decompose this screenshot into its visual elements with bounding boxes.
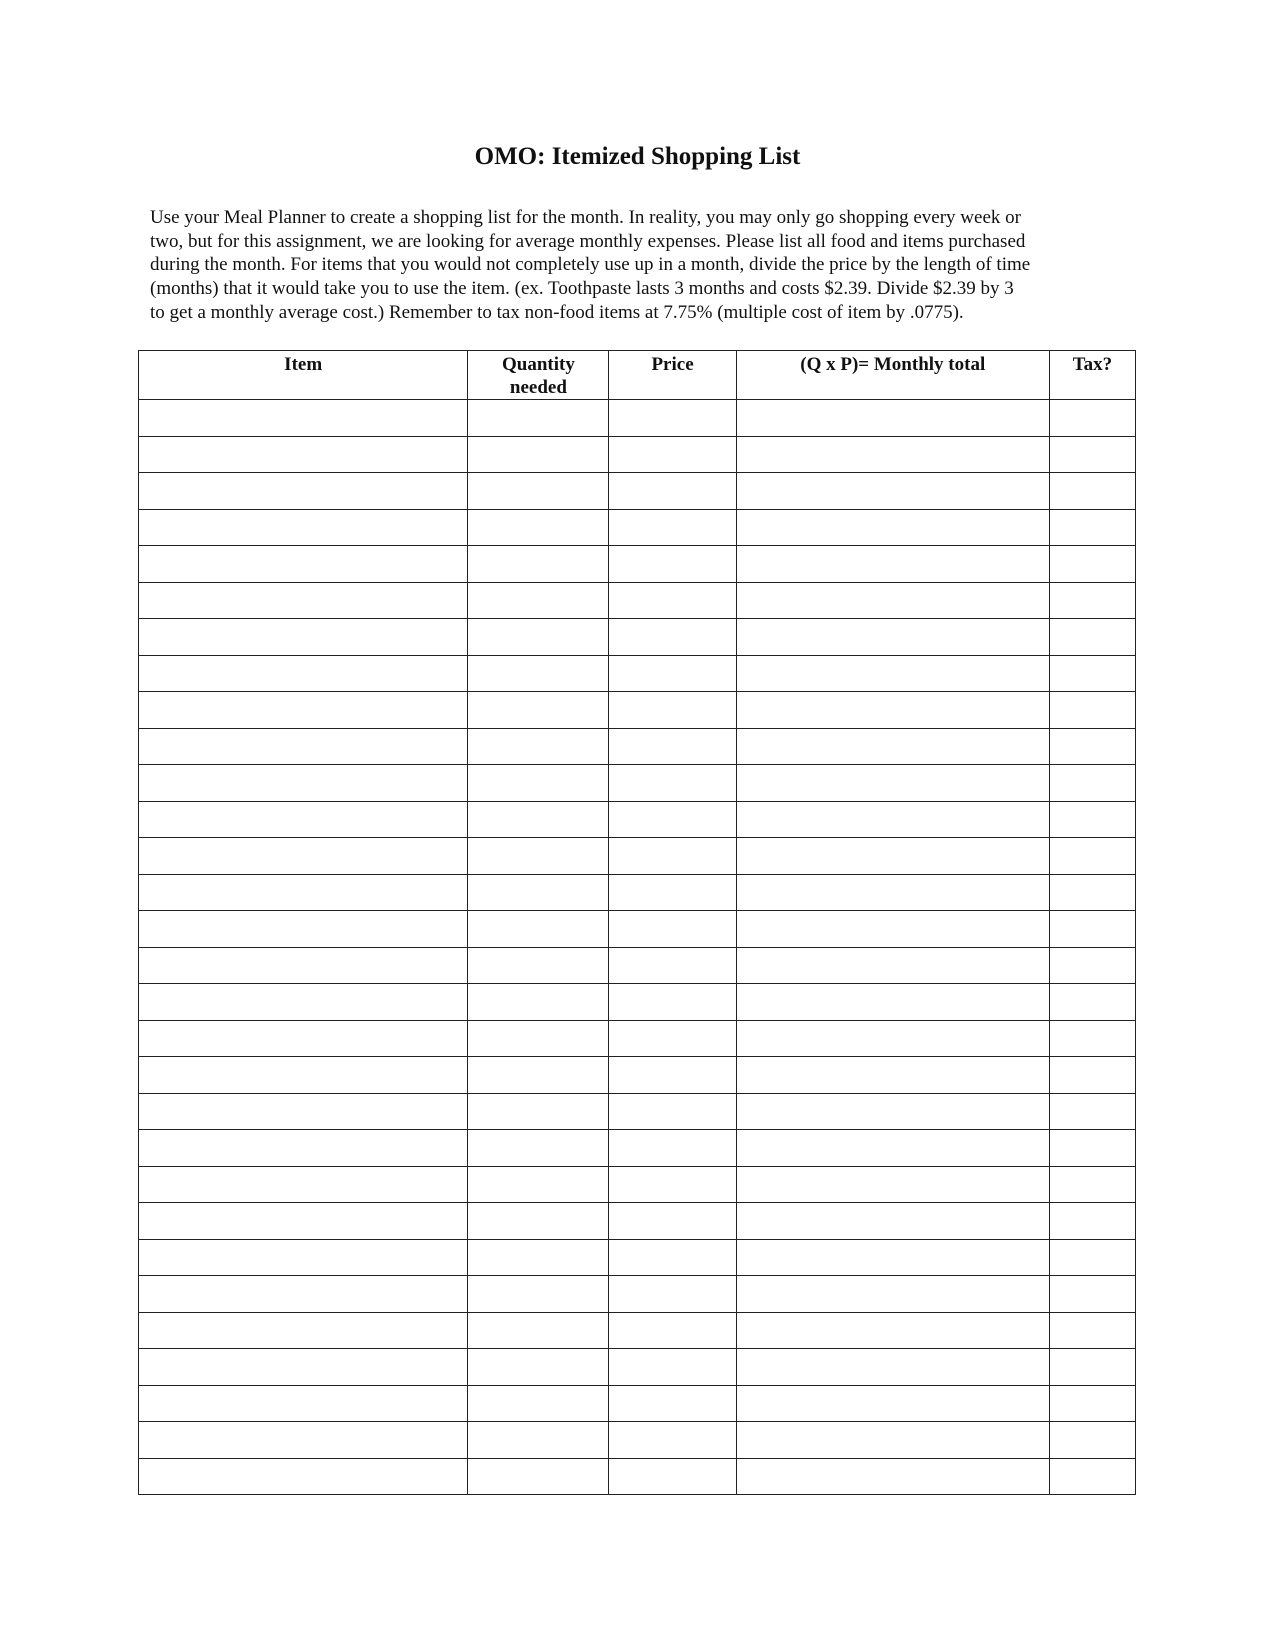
quantity-cell[interactable] (468, 1093, 609, 1130)
instructions-line: (months) that it would take you to use the item. (ex. Toothpaste lasts 3 months and costs $2.39. Divide $2.39 by 3 (150, 278, 1014, 300)
header-quantity-line: Quantity (501, 354, 575, 375)
item-cell[interactable] (139, 1166, 468, 1203)
quantity-cell[interactable] (468, 874, 609, 911)
instructions-line: during the month. For items that you would not completely use up in a month, divide the price by the length of time (150, 254, 1031, 276)
item-cell[interactable] (139, 1458, 468, 1495)
item-cell[interactable] (139, 473, 468, 510)
price-cell[interactable] (609, 1130, 736, 1167)
monthly-total-cell[interactable] (736, 1239, 1049, 1276)
monthly-total-cell[interactable] (736, 1130, 1049, 1167)
monthly-total-cell[interactable] (736, 911, 1049, 948)
monthly-total-cell[interactable] (736, 546, 1049, 583)
table-row (139, 1239, 1136, 1276)
price-cell[interactable] (609, 1458, 736, 1495)
tax-cell[interactable] (1049, 1093, 1135, 1130)
price-cell[interactable] (609, 582, 736, 619)
price-cell[interactable] (609, 1385, 736, 1422)
header-quantity-needed (468, 351, 609, 400)
item-cell[interactable] (139, 838, 468, 875)
item-cell[interactable] (139, 728, 468, 765)
price-cell[interactable] (609, 546, 736, 583)
price-cell[interactable] (609, 473, 736, 510)
quantity-cell[interactable] (468, 1385, 609, 1422)
quantity-cell[interactable] (468, 1020, 609, 1057)
monthly-total-cell[interactable] (736, 765, 1049, 802)
tax-cell[interactable] (1049, 1166, 1135, 1203)
item-cell[interactable] (139, 1385, 468, 1422)
item-cell[interactable] (139, 765, 468, 802)
table-row (139, 874, 1136, 911)
price-cell[interactable] (609, 838, 736, 875)
item-cell[interactable] (139, 546, 468, 583)
item-cell[interactable] (139, 1239, 468, 1276)
table-row (139, 947, 1136, 984)
quantity-cell[interactable] (468, 1458, 609, 1495)
monthly-total-cell[interactable] (736, 1093, 1049, 1130)
price-cell[interactable] (609, 874, 736, 911)
table-row (139, 728, 1136, 765)
quantity-cell[interactable] (468, 1239, 609, 1276)
price-cell[interactable] (609, 1166, 736, 1203)
tax-cell[interactable] (1049, 838, 1135, 875)
quantity-cell[interactable] (468, 509, 609, 546)
price-cell[interactable] (609, 765, 736, 802)
tax-cell[interactable] (1049, 692, 1135, 729)
tax-cell[interactable] (1049, 1203, 1135, 1240)
price-cell[interactable] (609, 947, 736, 984)
item-cell[interactable] (139, 911, 468, 948)
header-price: Price (609, 351, 736, 400)
table-row (139, 1020, 1136, 1057)
tax-cell[interactable] (1049, 1312, 1135, 1349)
item-cell[interactable] (139, 1130, 468, 1167)
header-item: Item (139, 351, 468, 400)
item-cell[interactable] (139, 1093, 468, 1130)
instructions-line: to get a monthly average cost.) Remember to tax non-food items at 7.75% (multiple cost of item by .0775). (150, 301, 964, 323)
table-row (139, 838, 1136, 875)
price-cell[interactable] (609, 509, 736, 546)
quantity-cell[interactable] (468, 546, 609, 583)
table-row (139, 509, 1136, 546)
monthly-total-cell[interactable] (736, 947, 1049, 984)
item-cell[interactable] (139, 692, 468, 729)
item-cell[interactable] (139, 1203, 468, 1240)
quantity-cell[interactable] (468, 1203, 609, 1240)
tax-cell[interactable] (1049, 801, 1135, 838)
quantity-cell[interactable] (468, 984, 609, 1021)
monthly-total-cell[interactable] (736, 728, 1049, 765)
item-cell[interactable] (139, 1349, 468, 1386)
item-cell[interactable] (139, 947, 468, 984)
table-row (139, 1312, 1136, 1349)
price-cell[interactable] (609, 911, 736, 948)
quantity-cell[interactable] (468, 1276, 609, 1313)
tax-cell[interactable] (1049, 1385, 1135, 1422)
monthly-total-cell[interactable] (736, 1385, 1049, 1422)
quantity-cell[interactable] (468, 838, 609, 875)
tax-cell[interactable] (1049, 546, 1135, 583)
tax-cell[interactable] (1049, 1020, 1135, 1057)
table-row (139, 1458, 1136, 1495)
item-cell[interactable] (139, 509, 468, 546)
tax-cell[interactable] (1049, 911, 1135, 948)
tax-cell[interactable] (1049, 1239, 1135, 1276)
instructions-paragraph (150, 206, 1135, 325)
quantity-cell[interactable] (468, 692, 609, 729)
table-row (139, 1093, 1136, 1130)
quantity-cell[interactable] (468, 765, 609, 802)
tax-cell[interactable] (1049, 947, 1135, 984)
monthly-total-cell[interactable] (736, 1312, 1049, 1349)
table-row (139, 1166, 1136, 1203)
item-cell[interactable] (139, 655, 468, 692)
tax-cell[interactable] (1049, 1057, 1135, 1094)
monthly-total-cell[interactable] (736, 1057, 1049, 1094)
monthly-total-cell[interactable] (736, 1203, 1049, 1240)
monthly-total-cell[interactable] (736, 473, 1049, 510)
price-cell[interactable] (609, 728, 736, 765)
table-row (139, 436, 1136, 473)
monthly-total-cell[interactable] (736, 1020, 1049, 1057)
header-tax: Tax? (1049, 351, 1135, 400)
table-row (139, 619, 1136, 656)
tax-cell[interactable] (1049, 984, 1135, 1021)
price-cell[interactable] (609, 436, 736, 473)
table-row (139, 473, 1136, 510)
quantity-cell[interactable] (468, 436, 609, 473)
monthly-total-cell[interactable] (736, 692, 1049, 729)
tax-cell[interactable] (1049, 436, 1135, 473)
item-cell[interactable] (139, 1422, 468, 1459)
quantity-cell[interactable] (468, 1057, 609, 1094)
header-needed-line: needed (509, 377, 567, 398)
item-cell[interactable] (139, 400, 468, 437)
monthly-total-cell[interactable] (736, 874, 1049, 911)
tax-cell[interactable] (1049, 509, 1135, 546)
item-cell[interactable] (139, 1276, 468, 1313)
tax-cell[interactable] (1049, 473, 1135, 510)
quantity-cell[interactable] (468, 1422, 609, 1459)
monthly-total-cell[interactable] (736, 1422, 1049, 1459)
item-cell[interactable] (139, 874, 468, 911)
tax-cell[interactable] (1049, 1276, 1135, 1313)
price-cell[interactable] (609, 1239, 736, 1276)
table-row (139, 582, 1136, 619)
monthly-total-cell[interactable] (736, 1276, 1049, 1313)
item-cell[interactable] (139, 436, 468, 473)
price-cell[interactable] (609, 801, 736, 838)
quantity-cell[interactable] (468, 1349, 609, 1386)
item-cell[interactable] (139, 801, 468, 838)
shopping-list-table (138, 350, 1136, 1495)
quantity-cell[interactable] (468, 947, 609, 984)
price-cell[interactable] (609, 655, 736, 692)
price-cell[interactable] (609, 1203, 736, 1240)
quantity-cell[interactable] (468, 400, 609, 437)
quantity-cell[interactable] (468, 911, 609, 948)
item-cell[interactable] (139, 619, 468, 656)
table-row (139, 1057, 1136, 1094)
table-row (139, 655, 1136, 692)
monthly-total-cell[interactable] (736, 984, 1049, 1021)
monthly-total-cell[interactable] (736, 436, 1049, 473)
table-row (139, 801, 1136, 838)
tax-cell[interactable] (1049, 1130, 1135, 1167)
price-cell[interactable] (609, 1349, 736, 1386)
item-cell[interactable] (139, 582, 468, 619)
tax-cell[interactable] (1049, 1349, 1135, 1386)
item-cell[interactable] (139, 984, 468, 1021)
tax-cell[interactable] (1049, 765, 1135, 802)
quantity-cell[interactable] (468, 582, 609, 619)
monthly-total-cell[interactable] (736, 1458, 1049, 1495)
price-cell[interactable] (609, 1276, 736, 1313)
monthly-total-cell[interactable] (736, 801, 1049, 838)
table-row (139, 692, 1136, 729)
page-title: OMO: Itemized Shopping List (474, 143, 801, 170)
table-body (139, 400, 1136, 1495)
table-row (139, 765, 1136, 802)
item-cell[interactable] (139, 1312, 468, 1349)
quantity-cell[interactable] (468, 473, 609, 510)
tax-cell[interactable] (1049, 728, 1135, 765)
tax-cell[interactable] (1049, 619, 1135, 656)
instructions-line: two, but for this assignment, we are looking for average monthly expenses. Please list all food and items purchased (150, 230, 1026, 252)
item-cell[interactable] (139, 1020, 468, 1057)
table-row (139, 546, 1136, 583)
tax-cell[interactable] (1049, 1422, 1135, 1459)
monthly-total-cell[interactable] (736, 1166, 1049, 1203)
table-header-row (139, 351, 1136, 400)
monthly-total-cell[interactable] (736, 619, 1049, 656)
quantity-cell[interactable] (468, 619, 609, 656)
table-row (139, 911, 1136, 948)
quantity-cell[interactable] (468, 728, 609, 765)
quantity-cell[interactable] (468, 655, 609, 692)
table-row (139, 984, 1136, 1021)
table-row (139, 1422, 1136, 1459)
quantity-cell[interactable] (468, 1130, 609, 1167)
tax-cell[interactable] (1049, 874, 1135, 911)
item-cell[interactable] (139, 1057, 468, 1094)
price-cell[interactable] (609, 984, 736, 1021)
table-row (139, 1130, 1136, 1167)
price-cell[interactable] (609, 1422, 736, 1459)
quantity-cell[interactable] (468, 801, 609, 838)
quantity-cell[interactable] (468, 1166, 609, 1203)
price-cell[interactable] (609, 692, 736, 729)
header-monthly-total: (Q x P)= Monthly total (736, 351, 1049, 400)
price-cell[interactable] (609, 1057, 736, 1094)
table-row (139, 1349, 1136, 1386)
tax-cell[interactable] (1049, 400, 1135, 437)
tax-cell[interactable] (1049, 1458, 1135, 1495)
price-cell[interactable] (609, 1020, 736, 1057)
instructions-line: Use your Meal Planner to create a shopping list for the month. In reality, you may only go shopping every week or (150, 207, 1021, 228)
monthly-total-cell[interactable] (736, 509, 1049, 546)
monthly-total-cell[interactable] (736, 400, 1049, 437)
price-cell[interactable] (609, 1312, 736, 1349)
table-row (139, 400, 1136, 437)
monthly-total-cell[interactable] (736, 1349, 1049, 1386)
tax-cell[interactable] (1049, 655, 1135, 692)
price-cell[interactable] (609, 400, 736, 437)
table-row (139, 1385, 1136, 1422)
tax-cell[interactable] (1049, 582, 1135, 619)
price-cell[interactable] (609, 1093, 736, 1130)
table-row (139, 1203, 1136, 1240)
table-row (139, 1276, 1136, 1313)
price-cell[interactable] (609, 619, 736, 656)
monthly-total-cell[interactable] (736, 838, 1049, 875)
quantity-cell[interactable] (468, 1312, 609, 1349)
monthly-total-cell[interactable] (736, 582, 1049, 619)
monthly-total-cell[interactable] (736, 655, 1049, 692)
